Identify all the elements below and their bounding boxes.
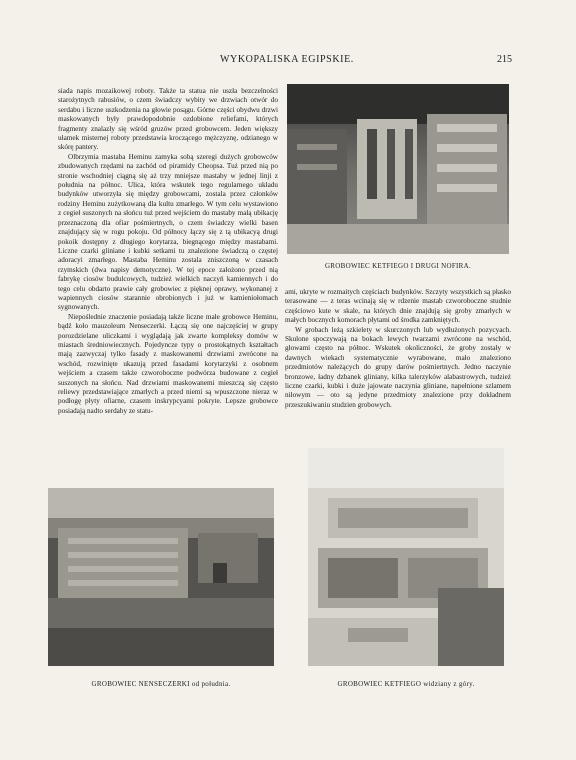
left-text-column: [58, 87, 278, 416]
page-number: 215: [497, 54, 512, 65]
paragraph: Olbrzymia mastaba Heminu zamyka sobą szeregi dużych grobowców zbudowanych rzędami na zachód od piramidy Cheopsa. Tuż przed nią po stronie wschodniej ciągną się aż trzy mniejsze mastaby w jednej linji z południa na północ. Ulica, która wskutek tego regularnego układu budynków utworzyła się między grobowcami, zostala przez członków rodziny Heminu zużytkowaną dla kultu zmarłego. W tym celu wystawiono z cegieł suszonych na słońcu tuż przed wejściem do mastaby małą ubikację przeznaczoną dla ofiar pośmiertnych, o czem świadczy wielki basen znajdujący się w rogu pokoju. Od północy łączy się z tą ubikacyą drugi pokoik dostępny z długiego korytarza, biegnącego między mastabami. Liczne czarki gliniane i kubki setkami tu znalezione świadczą o częstej adoracyi zmarłego. Mastaba Heminu zostala zniszczoną w czasach rzymskich (dwa napisy demotyczne). W tej epoce założono przed nią fabrykę ciosów budulcowych, tudzież wielkich naczyń kamiennych i do tego celu obdarto prawie cały grobowiec z pięknej oprawy, wykonanej z wapiennych ciosów starannie obrobionych i już w kamieniołomach sygnowanych.: [58, 152, 278, 312]
figure-caption: GROBOWIEC KETFIEGO widziany z góry.: [337, 680, 475, 688]
figure-caption: GROBOWIEC KETFIEGO I DRUGI NOFIRA.: [324, 262, 472, 270]
running-header: WYKOPALISKA EGIPSKIE.: [220, 54, 354, 65]
photo-nenseczerki-tomb: [48, 488, 274, 666]
figure-caption: GROBOWIEC NENSECZERKI od południa.: [91, 680, 231, 688]
photo-ketfi-tomb-from-above: [308, 448, 504, 666]
paragraph: ami, ukryte w rozmaitych częściach budynków. Szczyty wszystkich są płasko terasowane — z teras wcinają się w rdzenie mastab czworoboczne studnie częściowo kute w skale, na których dnie znajdują się groby zmarłych w małych bocznych komorach płytami od środka zamkniętych.: [285, 288, 511, 325]
paragraph: Niepoślednie znaczenie posiadają także liczne małe grobowce Heminu, bądź koło mauzoleum Nenseczerki. Łączą się one najczęściej w grupy porozdzielane uliczkami i wyglądają jak zwarte kompleksy domów w miastach średniowiecznych. Pojedyncze typy o prostokątnych kształtach mają zazwyczaj tylko fasady z maskowanemi drzwiami zwrócone na wschód, rozwinięte ukazują przed fasadami korytarzyki z osobnem wejściem a czasem także czworoboczne podwórza budowane z cegieł suszonych na słońcu. Nad drzwiami maskowanemi mieszczą się często reliewy przedstawiające zmarłych a przed niemi są wpuszczone nieraz w podłogę płyty ofiarne, czasem inskrypcyami pokryte. Lepsze grobowce posiadają nadto serdaby ze statu-: [58, 312, 278, 415]
right-text-column: [285, 288, 511, 410]
paragraph: W grobach leżą szkielety w skurczonych lub wydłużonych pozycyach. Skulone spoczywają na bokach lewych twarzami zwrócone na wschód, głowami często na północ. Wskutek okoliczności, że groby zostały w dawnych wiekach systematycznie wyrabowane, mało znaleziono przedmiotów należących do grupy darów pośmiertnych. Jedno naczynie bronzowe, ładny dzbanek gliniany, kilka talerzyków alabastrowych, tudzież liczne czarki, kubki i duże jajowate naczynia gliniane, napełnione szlamem niłowym — oto są jedyne przedmioty znalezione przy dokładnem przeszukiwaniu studzien grobowych.: [285, 325, 511, 409]
paragraph: siada napis mozaikowej roboty. Także ta statua nie uszła bezczelności starożytnych rabusiów, o czem świadczy wybity we drzwiach otwór do serdabu i liczne uszkodzenia na głowie posągu. Górne części obydwu drzwi maskowanych były prawdopodobnie ozdobione reliefami, których fragmenty znalazły się wśród gruzów przed grobowcem. Jeden większy ułamek misternej roboty przedstawia kroczącego mężczyznę, odzianego w skórę pantery.: [58, 87, 278, 152]
photo-ketfi-nofir-tombs: [287, 84, 509, 254]
